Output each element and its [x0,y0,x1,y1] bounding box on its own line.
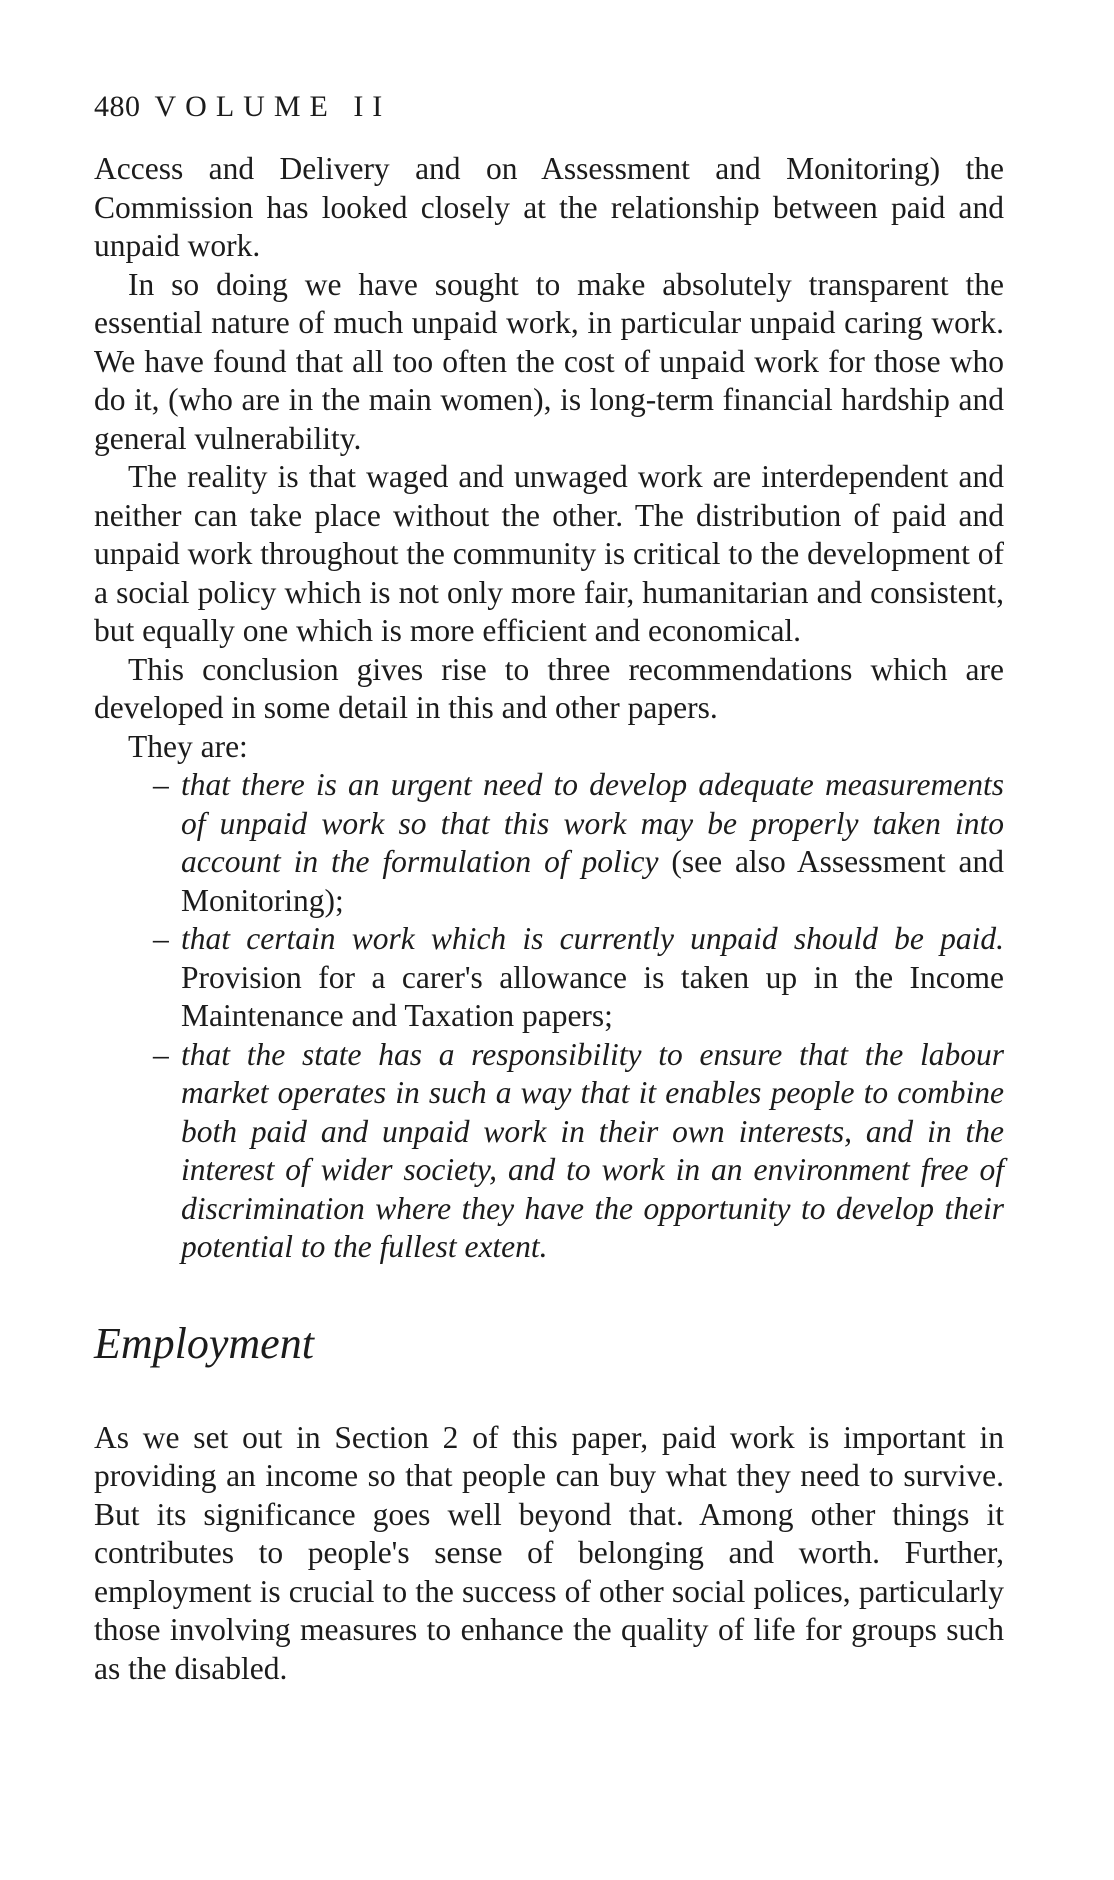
section-heading: Employment [94,1318,314,1368]
page-number: 480 [94,90,141,123]
recommendation-roman-text: (see also Assessment and Monitoring); [181,844,1004,918]
body-paragraph-3: The reality is that waged and unwaged work are interdependent and neither can take place without the other. The distribution of paid and unpaid work throughout the community is critical to the development of a social policy which is not only more fair, humanitarian and consistent, but equally one which is more efficient and economical. [94,459,1004,648]
recommendation-italic-text: that there is an urgent need to develop adequate measurements of unpaid work so that this work may be properly taken into account in the formulation of policy [181,767,1004,879]
list-item [153,1036,1004,1267]
recommendations-list [94,766,1004,1267]
recommendation-italic-text: that certain work which is currently unpaid should be paid. [181,921,1004,956]
list-dash: – [153,1036,169,1072]
body-paragraph-1: Access and Delivery and on Assessment and Monitoring) the Commission has looked closely at the relationship between paid and unpaid work. [94,151,1004,263]
recommendation-roman-text: Provision for a carer's allowance is taken up in the Income Maintenance and Taxation papers; [181,959,1004,1033]
body-paragraph-4: This conclusion gives rise to three recommendations which are developed in some detail in this and other papers. [94,651,1004,725]
list-item [153,920,1004,1036]
list-dash: – [153,921,169,956]
list-dash: – [153,767,169,802]
recommendation-italic-text: that the state has a responsibility to ensure that the labour market operates in such a way that it enables people to combine both paid and unpaid work in their own interests, and in the interest of wider society, and to work in an environment free of discrimination where they have the opportunity to develop their potential to the fullest extent. [181,1036,1004,1264]
book-page [94,88,1004,1688]
running-head [94,88,1004,130]
body-paragraph-2: In so doing we have sought to make absolutely transparent the essential nature of much unpaid work, in particular unpaid caring work. We have found that all too often the cost of unpaid work for those who do it, (who are in the main women), is long-term financial hardship and general vulnerability. [94,266,1004,456]
list-intro: They are: [128,728,248,764]
list-item [153,766,1004,920]
volume-title: VOLUME II [154,90,392,123]
section-paragraph: As we set out in Section 2 of this paper, paid work is important in providing an income so that people can buy what they need to survive. But its significance goes well beyond that. Among other things it contributes to people's sense of belonging and worth. Further, employment is crucial to the success of other social polices, particularly those involving measures to enhance the quality of life for groups such as the disabled. [94,1419,1004,1686]
